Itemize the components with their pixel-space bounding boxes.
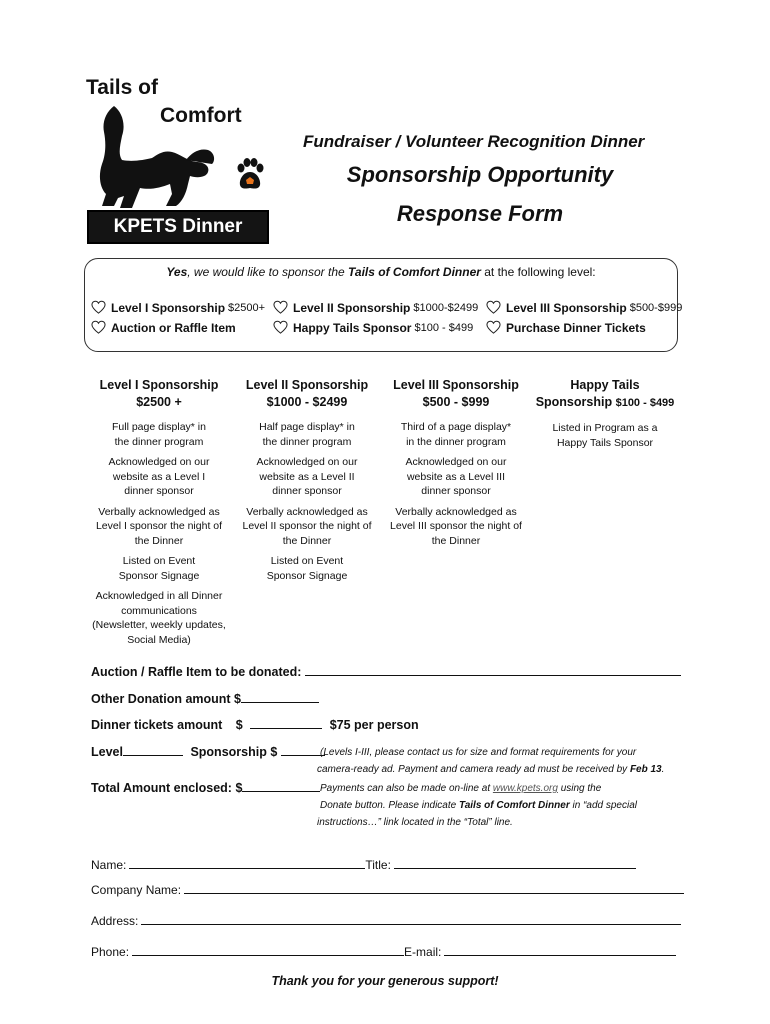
level-heading-range: $100 - $499 <box>615 397 675 409</box>
company-label: Company Name: <box>91 883 182 897</box>
heart-checkbox-icon[interactable] <box>91 300 106 315</box>
level-column-3 <box>381 377 531 554</box>
option-level-2[interactable] <box>273 300 478 315</box>
level-heading-line1: Level II Sponsorship <box>245 378 369 392</box>
level-benefit: Full page display* in the dinner program <box>112 421 206 448</box>
level-benefit: Listed in Program as a Happy Tails Sponsor <box>552 422 658 449</box>
level-column-happy-tails <box>530 377 680 456</box>
note-deadline: Feb 13 <box>629 764 662 775</box>
note-text: Payments can also be made on-line at <box>320 783 493 794</box>
logo-text-line1: Tails of <box>86 76 158 99</box>
subtitle: Fundraiser / Volunteer Recognition Dinner <box>303 132 645 151</box>
option-range: $1000-$2499 <box>413 301 479 314</box>
option-label: Auction or Raffle Item <box>111 320 236 335</box>
payments-note-line2 <box>320 797 637 814</box>
option-range: $2500+ <box>228 301 266 314</box>
title-line[interactable] <box>394 856 636 869</box>
sponsor-selection-box <box>84 258 683 352</box>
paw-print-icon <box>235 158 265 192</box>
level-benefit: Verbally acknowledged as Level III sponsor the night of the Dinner <box>390 505 522 547</box>
option-level-1[interactable] <box>91 300 265 315</box>
address-field[interactable] <box>91 912 681 928</box>
payments-note-line1 <box>320 780 601 797</box>
dinner-tickets-field[interactable] <box>91 716 419 732</box>
auction-item-label: Auction / Raffle Item to be donated: <box>91 665 302 679</box>
heart-checkbox-icon[interactable] <box>486 300 501 315</box>
intro-part1: , we would like to sponsor the <box>187 265 349 279</box>
level-column-1 <box>84 377 234 653</box>
note-text: camera-ready ad. Payment and camera ready ad must be received by <box>317 764 630 775</box>
level-column-2 <box>232 377 382 589</box>
heart-checkbox-icon[interactable] <box>91 320 106 335</box>
other-donation-field[interactable] <box>91 690 319 706</box>
payments-note-line3: instructions…” link located in the “Total” line. <box>317 817 513 828</box>
name-line[interactable] <box>129 856 365 869</box>
intro-part2: at the following level: <box>480 265 596 279</box>
option-label: Level II Sponsorship <box>293 300 411 315</box>
level-heading <box>84 377 234 411</box>
level-benefit: Verbally acknowledged as Level I sponsor the night of the Dinner <box>95 505 223 547</box>
sponsorship-label: Sponsorship $ <box>190 745 278 759</box>
level-heading-line2: $1000 - $2499 <box>266 395 348 409</box>
address-label: Address: <box>91 914 139 928</box>
note-text: . <box>661 764 665 775</box>
level-benefit: Acknowledged in all Dinner communications (Newsletter, weekly updates, Social Media) <box>92 590 226 646</box>
level-heading <box>232 377 382 411</box>
dinner-tickets-dollar: $ <box>235 718 243 732</box>
dinner-tickets-line[interactable] <box>250 716 322 729</box>
logo <box>82 76 272 246</box>
title-label: Title: <box>365 858 391 872</box>
address-line[interactable] <box>141 912 681 925</box>
sponsor-intro <box>85 265 677 279</box>
option-label: Level III Sponsorship <box>506 300 627 315</box>
option-label: Happy Tails Sponsor <box>293 320 412 335</box>
option-happy-tails[interactable] <box>273 320 473 335</box>
sponsorship-amount-line[interactable] <box>281 743 325 756</box>
level-line[interactable] <box>123 743 183 756</box>
page-title-line1: Sponsorship Opportunity <box>346 162 614 187</box>
auction-item-field[interactable] <box>91 663 681 679</box>
levels-note-line1: (Levels I-III, please contact us for size and format requirements for your <box>320 747 637 758</box>
auction-item-line[interactable] <box>305 663 681 676</box>
phone-email-field[interactable] <box>91 943 676 959</box>
total-amount-field[interactable] <box>91 779 320 795</box>
option-label: Purchase Dinner Tickets <box>506 320 646 335</box>
phone-label: Phone: <box>91 945 130 959</box>
email-line[interactable] <box>444 943 676 956</box>
option-dinner-tickets[interactable] <box>486 320 646 335</box>
total-amount-line[interactable] <box>242 779 320 792</box>
company-field[interactable] <box>91 881 684 897</box>
level-heading-line2 <box>530 394 680 412</box>
kpets-link[interactable]: www.kpets.org <box>492 783 558 794</box>
option-label: Level I Sponsorship <box>111 300 226 315</box>
email-label: E-mail: <box>404 945 442 959</box>
level-benefit: Acknowledged on our website as a Level I dinner sponsor <box>108 456 210 497</box>
name-field[interactable] <box>91 856 636 872</box>
total-label: Total Amount enclosed: $ <box>91 781 243 795</box>
company-line[interactable] <box>184 881 684 894</box>
level-benefit: Acknowledged on our website as a Level II dinner sponsor <box>256 456 358 497</box>
heart-checkbox-icon[interactable] <box>273 320 288 335</box>
other-donation-line[interactable] <box>241 690 319 703</box>
levels-note-line2 <box>317 761 664 778</box>
intro-yes: Yes <box>166 265 188 279</box>
level-benefit: Listed on Event Sponsor Signage <box>266 555 348 582</box>
other-donation-label: Other Donation amount $ <box>91 692 241 706</box>
option-range: $500-$999 <box>629 301 683 314</box>
logo-banner: KPETS Dinner <box>87 210 269 244</box>
option-range: $100 - $499 <box>414 321 474 334</box>
ticket-price: $75 per person <box>329 718 419 732</box>
heart-checkbox-icon[interactable] <box>273 300 288 315</box>
level-heading-line2: $500 - $999 <box>422 395 490 409</box>
level-heading-line2: $2500 + <box>136 395 182 409</box>
intro-event: Tails of Comfort Dinner <box>348 265 481 279</box>
note-text: Donate button. Please indicate <box>320 800 459 811</box>
level-benefit: Acknowledged on our website as a Level III dinner sponsor <box>405 456 507 497</box>
level-benefit: Listed on Event Sponsor Signage <box>118 555 200 582</box>
name-label: Name: <box>91 858 127 872</box>
thank-you-message: Thank you for your generous support! <box>271 974 499 988</box>
level-heading-line1: Level III Sponsorship <box>393 378 519 392</box>
level-heading-word: Sponsorship <box>535 395 613 409</box>
level-benefit: Third of a page display* in the dinner program <box>400 421 512 448</box>
option-auction-raffle[interactable] <box>91 320 236 335</box>
level-label: Level <box>91 745 123 759</box>
heart-checkbox-icon[interactable] <box>486 320 501 335</box>
dog-silhouette-icon <box>92 102 232 212</box>
note-text: in “add special <box>569 800 637 811</box>
level-benefit: Verbally acknowledged as Level II sponsor the night of the Dinner <box>242 505 372 547</box>
level-benefit: Half page display* in the dinner program <box>259 421 355 448</box>
page-title-line2: Response Form <box>396 201 564 226</box>
option-level-3[interactable] <box>486 300 682 315</box>
level-heading <box>530 377 680 412</box>
dinner-tickets-label: Dinner tickets amount <box>91 718 223 732</box>
level-heading-line1: Level I Sponsorship <box>99 378 219 392</box>
level-sponsorship-field[interactable] <box>91 743 325 759</box>
note-event: Tails of Comfort Dinner <box>458 800 570 811</box>
level-heading-line1: Happy Tails <box>570 378 640 392</box>
logo-text-line2: Comfort <box>160 104 242 127</box>
note-text: using the <box>557 783 602 794</box>
phone-line[interactable] <box>132 943 404 956</box>
level-heading <box>381 377 531 411</box>
